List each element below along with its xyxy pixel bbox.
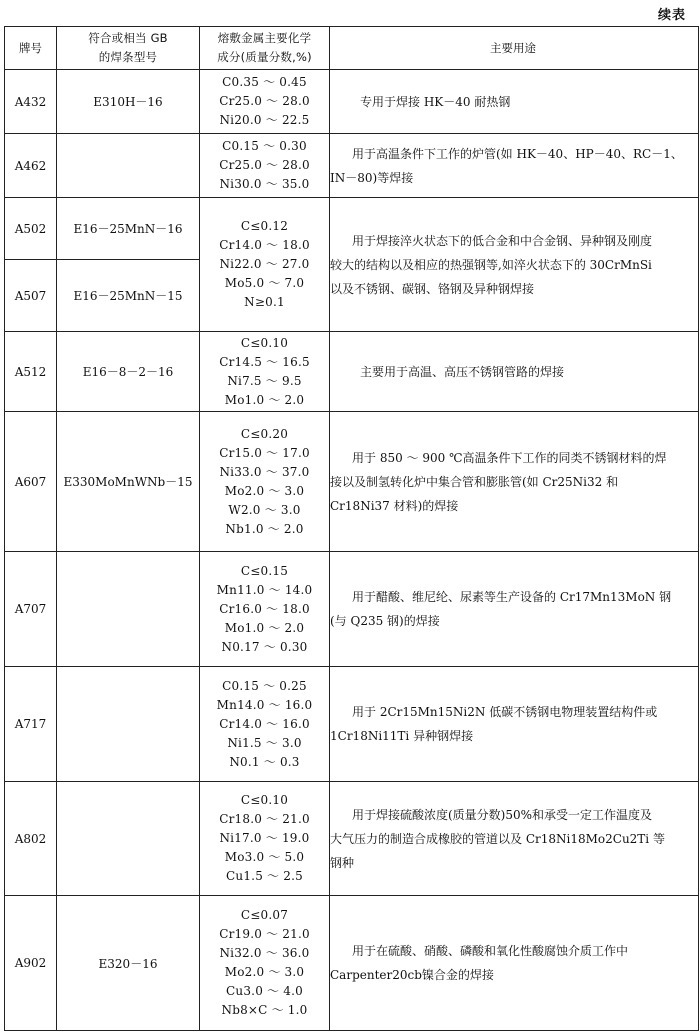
usage-line: (与 Q235 钢)的焊接 bbox=[330, 614, 440, 628]
header-gb-model-line1: 符合或相当 GB bbox=[88, 31, 168, 45]
composition-line: Ni30.0 ～ 35.0 bbox=[219, 177, 310, 191]
table-row bbox=[5, 412, 699, 552]
usage-line: 用于 850 ～ 900 ℃高温条件下工作的同类不锈钢材料的焊 bbox=[352, 450, 667, 465]
table-row bbox=[5, 552, 699, 667]
grade-cell: A462 bbox=[5, 134, 57, 198]
composition-line: Ni32.0 ～ 36.0 bbox=[219, 946, 310, 960]
composition-line: Cr14.5 ～ 16.5 bbox=[219, 354, 310, 369]
composition-line: C≤0.20 bbox=[240, 426, 289, 441]
model-cell: E16－25MnN－15 bbox=[57, 260, 200, 332]
electrode-spec-table bbox=[4, 26, 699, 1031]
composition-line: Cr25.0 ～ 28.0 bbox=[219, 94, 310, 108]
table-row bbox=[5, 332, 699, 412]
usage-line: 1Cr18Ni11Ti 异种钢焊接 bbox=[330, 729, 474, 743]
composition-line: Cr16.0 ～ 18.0 bbox=[219, 601, 310, 616]
usage-line: Carpenter20cb镍合金的焊接 bbox=[330, 968, 494, 982]
model-cell: E330MoMnWNb－15 bbox=[57, 412, 200, 552]
usage-cell bbox=[330, 667, 699, 782]
composition-line: C0.35 ～ 0.45 bbox=[222, 75, 307, 89]
usage-cell bbox=[330, 552, 699, 667]
grade-cell: A507 bbox=[5, 260, 57, 332]
usage-line: 以及不锈钢、碳钢、铬钢及异种钢焊接 bbox=[330, 281, 535, 296]
usage-cell bbox=[330, 412, 699, 552]
composition-cell bbox=[200, 412, 330, 552]
usage-line: 用于高温条件下工作的炉管(如 HK－40、HP－40、RC－1、 bbox=[352, 146, 683, 161]
header-gb-model bbox=[57, 27, 200, 70]
composition-line: Mo2.0 ～ 3.0 bbox=[224, 483, 305, 498]
grade-cell: A707 bbox=[5, 552, 57, 667]
grade-cell: A512 bbox=[5, 332, 57, 412]
composition-line: N0.1 ～ 0.3 bbox=[229, 754, 300, 769]
composition-line: N≥0.1 bbox=[244, 295, 285, 309]
usage-line: 较大的结构以及相应的热强钢等,如淬火状态下的 30CrMnSi bbox=[330, 257, 652, 272]
header-composition-line2: 成分(质量分数,%) bbox=[217, 50, 312, 64]
composition-line: Cr19.0 ～ 21.0 bbox=[219, 927, 310, 941]
usage-line: Cr18Ni37 材料)的焊接 bbox=[330, 498, 459, 513]
composition-cell bbox=[200, 667, 330, 782]
header-row bbox=[5, 27, 699, 70]
header-gb-model-line2: 的焊条型号 bbox=[98, 50, 158, 64]
table-row bbox=[5, 198, 699, 260]
table-row bbox=[5, 70, 699, 134]
usage-cell bbox=[330, 134, 699, 198]
composition-line: Cr14.0 ～ 16.0 bbox=[219, 716, 310, 731]
composition-line: Ni17.0 ～ 19.0 bbox=[219, 831, 310, 845]
composition-line: C≤0.15 bbox=[240, 563, 289, 578]
composition-cell bbox=[200, 782, 330, 896]
composition-line: Mo3.0 ～ 5.0 bbox=[224, 850, 305, 864]
composition-line: Mo5.0 ～ 7.0 bbox=[224, 276, 305, 290]
usage-cell-shared bbox=[330, 198, 699, 332]
composition-line: Cr25.0 ～ 28.0 bbox=[219, 158, 310, 172]
model-cell bbox=[57, 782, 200, 896]
table-row bbox=[5, 667, 699, 782]
usage-line: 用于焊接淬火状态下的低合金和中合金钢、异种钢及刚度 bbox=[352, 233, 653, 248]
usage-cell bbox=[330, 896, 699, 1031]
composition-line: Mo1.0 ～ 2.0 bbox=[224, 620, 305, 635]
composition-cell-shared bbox=[200, 198, 330, 332]
grade-cell: A607 bbox=[5, 412, 57, 552]
usage-line: 大气压力的制造合成橡胶的管道以及 Cr18Ni18Mo2Cu2Ti 等 bbox=[330, 831, 665, 846]
composition-line: Ni7.5 ～ 9.5 bbox=[227, 373, 302, 388]
composition-cell bbox=[200, 70, 330, 134]
model-cell: E16－25MnN－16 bbox=[57, 198, 200, 260]
table-row bbox=[5, 896, 699, 1031]
model-cell bbox=[57, 552, 200, 667]
composition-cell bbox=[200, 332, 330, 412]
composition-line: Cr15.0 ～ 17.0 bbox=[219, 445, 310, 460]
grade-cell: A502 bbox=[5, 198, 57, 260]
composition-line: Mn11.0 ～ 14.0 bbox=[216, 582, 313, 597]
model-cell: E320－16 bbox=[57, 896, 200, 1031]
usage-line: 用于醋酸、维尼纶、尿素等生产设备的 Cr17Mn13MoN 钢 bbox=[352, 590, 672, 604]
header-composition-line1: 熔敷金属主要化学 bbox=[217, 31, 312, 45]
table-row bbox=[5, 134, 699, 198]
usage-line: 钢种 bbox=[330, 855, 355, 870]
composition-line: Mn14.0 ～ 16.0 bbox=[216, 697, 313, 712]
composition-line: Cr18.0 ～ 21.0 bbox=[219, 812, 310, 826]
composition-line: Cu1.5 ～ 2.5 bbox=[226, 869, 303, 883]
header-composition bbox=[200, 27, 330, 70]
grade-cell: A717 bbox=[5, 667, 57, 782]
composition-line: Ni22.0 ～ 27.0 bbox=[219, 257, 310, 271]
composition-line: Ni20.0 ～ 22.5 bbox=[219, 113, 310, 127]
composition-line: Mo1.0 ～ 2.0 bbox=[224, 392, 305, 407]
grade-cell: A432 bbox=[5, 70, 57, 134]
usage-line: 用于焊接硫酸浓度(质量分数)50%和承受一定工作温度及 bbox=[352, 807, 653, 822]
grade-cell: A802 bbox=[5, 782, 57, 896]
usage-line: 接以及制氢转化炉中集合管和膨胀管(如 Cr25Ni32 和 bbox=[330, 474, 619, 489]
composition-line: Nb1.0 ～ 2.0 bbox=[225, 521, 304, 536]
composition-line: C≤0.10 bbox=[240, 335, 289, 350]
usage-line: 主要用于高温、高压不锈钢管路的焊接 bbox=[360, 364, 565, 379]
continued-label: 续表 bbox=[657, 8, 686, 23]
composition-cell bbox=[200, 552, 330, 667]
usage-cell bbox=[330, 782, 699, 896]
usage-cell bbox=[330, 70, 699, 134]
table-row bbox=[5, 782, 699, 896]
model-cell bbox=[57, 667, 200, 782]
grade-cell: A902 bbox=[5, 896, 57, 1031]
composition-line: Nb8×C ～ 1.0 bbox=[221, 1003, 308, 1017]
composition-line: Ni1.5 ～ 3.0 bbox=[227, 735, 302, 750]
usage-line: 用于在硫酸、硝酸、磷酸和氧化性酸腐蚀介质工作中 bbox=[352, 944, 629, 958]
composition-line: C≤0.12 bbox=[240, 219, 289, 233]
composition-line: W2.0 ～ 3.0 bbox=[228, 502, 301, 517]
composition-line: C≤0.07 bbox=[240, 908, 289, 922]
usage-line: 专用于焊接 HK－40 耐热钢 bbox=[360, 94, 511, 109]
usage-cell bbox=[330, 332, 699, 412]
composition-line: Cr14.0 ～ 18.0 bbox=[219, 238, 310, 252]
composition-cell bbox=[200, 896, 330, 1031]
composition-line: Ni33.0 ～ 37.0 bbox=[219, 464, 310, 479]
composition-line: Mo2.0 ～ 3.0 bbox=[224, 965, 305, 979]
composition-line: N0.17 ～ 0.30 bbox=[221, 639, 308, 654]
header-usage: 主要用途 bbox=[330, 27, 699, 70]
usage-line: 用于 2Cr15Mn15Ni2N 低碳不锈钢电物理装置结构件或 bbox=[352, 705, 658, 719]
usage-line: IN－80)等焊接 bbox=[330, 170, 414, 185]
composition-line: C0.15 ～ 0.30 bbox=[222, 139, 307, 153]
model-cell: E310H－16 bbox=[57, 70, 200, 134]
model-cell: E16－8－2－16 bbox=[57, 332, 200, 412]
composition-line: C≤0.10 bbox=[240, 793, 289, 807]
header-grade: 牌号 bbox=[5, 27, 57, 70]
model-cell bbox=[57, 134, 200, 198]
composition-line: C0.15 ～ 0.25 bbox=[222, 678, 307, 693]
composition-cell bbox=[200, 134, 330, 198]
composition-line: Cu3.0 ～ 4.0 bbox=[226, 984, 303, 998]
